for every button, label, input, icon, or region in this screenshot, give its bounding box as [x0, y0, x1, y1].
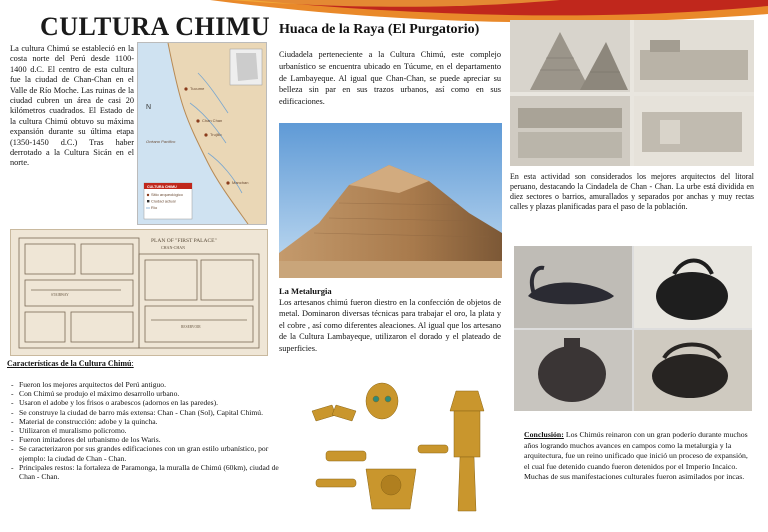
conclusion-label: Conclusión:	[524, 430, 564, 439]
caracteristicas-heading: Características de la Cultura Chimú:	[7, 359, 134, 368]
plan-caption: PLAN OF "FIRST PALACE"	[151, 238, 217, 244]
peru-coast-map	[138, 43, 266, 224]
map-legend-title: CULTURA CHIMU	[147, 185, 177, 189]
map-legend-item-0: Sitio arqueológico	[151, 192, 183, 197]
gold-artifacts-drawing	[306, 381, 506, 529]
palace-plan-image	[10, 229, 268, 356]
conclusion-text: Los Chimús reinaron con un gran poderío durante muchos años logrando muchos avances en campos como la metalurgia y la arquitectura, fue un reino unificado que inició un proceso de expansión, el cual fue detenido cuando fueron detenidos por el Imperio Incaico. Muchas de sus manifestaciones culturales fueron asimilados por incas.	[524, 430, 748, 482]
map-place-3: Manchan	[232, 180, 249, 185]
metalurgia-text: Los artesanos chimú fueron diestro en la confección de objetos de metal. Dominaron diversas técnicas para trabajar el oro, la plata y el cobre , así como diferentes aleaciones. Al igual que los artesano de la Cultura Lambayeque, utilizaron el dorado y el plateado de superficies.	[279, 298, 501, 353]
list-item: - Material de construcción: adobe y la quincha.	[19, 417, 281, 426]
map-place-0: Tucume	[190, 86, 205, 91]
list-item: - Utilizaron el muralismo policromo.	[19, 426, 281, 435]
ceramics-photos	[514, 246, 752, 411]
conclusion-paragraph	[524, 430, 754, 483]
architecture-drawings	[510, 20, 754, 166]
arquitectura-text: En esta actividad son considerados los mejores arquitectos del litoral peruano, destacando la Cindadela de Chan - Chan. La urbe está dividida en diez sectores o barrios, amurallados y separados por anchas y muy rectas calles y plazas planificadas para el paso de la población.	[510, 172, 754, 211]
huaca-text: Ciudadela perteneciente a la Cultura Chimú, este complejo urbanístico se encuentra ubicado en Túcume, en el departamento de Lambayeque. Al igual que Chan-Chan, se puede apreciar su belleza sin par en sus trazos urbanos, así como en sus edificaciones.	[279, 50, 501, 107]
map-place-1: Chan Chan	[202, 118, 223, 123]
map-legend-item-2: Río	[151, 205, 158, 210]
caracteristicas-list	[10, 380, 281, 481]
palace-plan-drawing	[11, 230, 267, 355]
architecture-photos	[510, 20, 754, 166]
plan-room-0: STAIRWAY	[51, 293, 69, 297]
map-place-2: Trujillo	[210, 132, 222, 137]
plan-room-1: RESERVOIR	[181, 325, 201, 329]
gold-artifacts-photo	[306, 381, 506, 529]
caracteristicas-heading-text: Características de la Cultura Chimú	[7, 359, 132, 368]
adobe-pyramid-drawing	[279, 123, 502, 278]
page-title: CULTURA CHIMU	[40, 12, 271, 41]
metalurgia-heading: La Metalurgia	[279, 286, 332, 296]
huaca-heading: Huaca de la Raya (El Purgatorio)	[279, 22, 480, 37]
huaca-photo	[279, 123, 502, 278]
map-legend-item-1: Ciudad actual	[151, 198, 176, 204]
map-sea-label: Océano Pacífico	[146, 139, 176, 144]
list-item: - Se caracterizaron por sus grandes edificaciones con un gran estilo urbanístico, por ejemplo: la ciudad de Chan - Chan.	[19, 444, 281, 462]
north-arrow-icon: N	[146, 104, 152, 111]
list-item: - Con Chimú se produjo el máximo desarrollo urbano.	[19, 389, 281, 398]
intro-text: La cultura Chimú se estableció en la costa norte del Perú desde 1100-1400 d.C. El centro de esta cultura fue la ciudad de Chan-Chan en el Valle de Río Moche. Las ruinas de la ciudad cubren un área de casi 20 kilómetros cuadrados. El Estado de la cultura Chimú obtuvo su máxima expansión durante su última etapa (1350-1450 d.C.) Tras haber derrotado a la Cultura Sicán en el norte.	[10, 44, 134, 168]
map-image	[137, 42, 267, 225]
plan-sub-caption: CHAN-CHAN	[161, 245, 185, 250]
list-item: - Fueron imitadores del urbanismo de los Waris.	[19, 435, 281, 444]
ceramics-drawings	[514, 246, 752, 411]
list-item: - Usaron el adobe y los frisos o arabescos (adornos en las paredes).	[19, 398, 281, 407]
list-item: - Fueron los mejores arquitectos del Perú antiguo.	[19, 380, 281, 389]
list-item: - Principales restos: la fortaleza de Paramonga, la muralla de Chimú (60km), ciudad de Chan - Chan.	[19, 463, 281, 481]
list-item: - Se construye la ciudad de barro más extensa: Chan - Chan (Sol), Capital Chimú.	[19, 408, 281, 417]
